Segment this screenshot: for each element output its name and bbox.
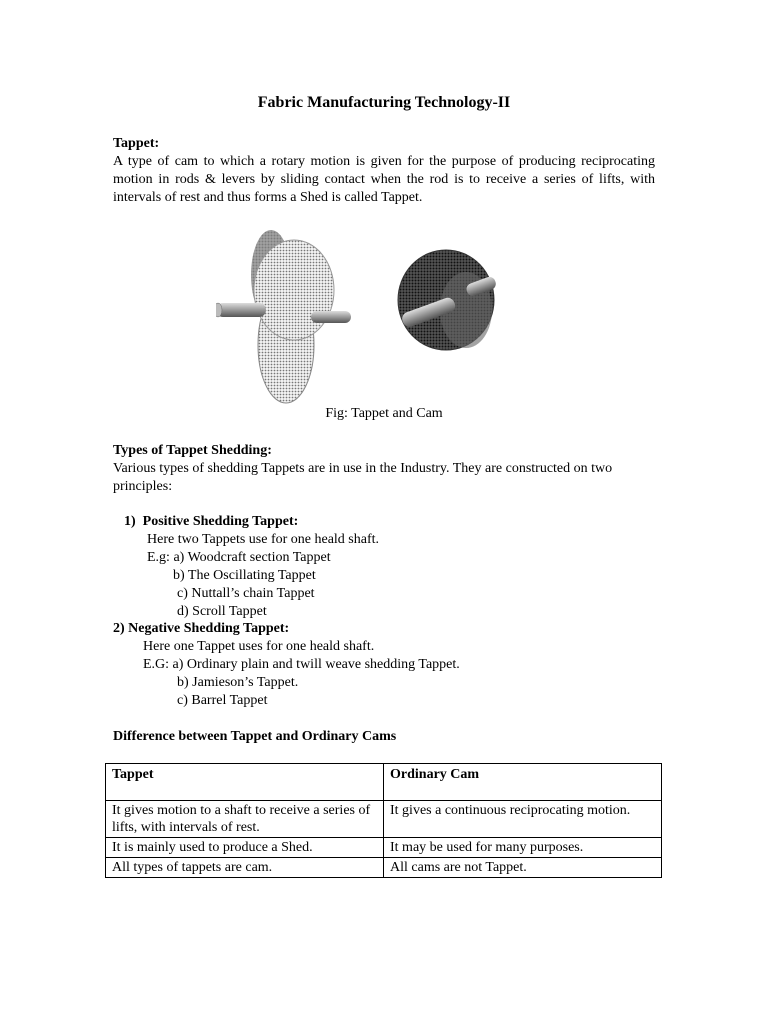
comparison-table: [105, 763, 662, 878]
cam-shape: [398, 250, 497, 350]
tappet-definition: A type of cam to which a rotary motion is given for the purpose of producing reciprocating motion in rods & levers by sliding contact when the rod is to receive a series of lifts, with intervals of rest and thus forms a Shed is called Tappet.: [113, 154, 655, 205]
page-title: Fabric Manufacturing Technology-II: [257, 94, 511, 111]
positive-item: E.g: a) Woodcraft section Tappet: [147, 550, 331, 565]
positive-item: c) Nuttall’s chain Tappet: [177, 586, 315, 601]
table-header-cell: Tappet: [106, 764, 384, 801]
table-row: [106, 858, 662, 878]
difference-heading: Difference between Tappet and Ordinary Cams: [113, 729, 397, 744]
positive-item: b) The Oscillating Tappet: [173, 568, 316, 583]
negative-item: E.G: a) Ordinary plain and twill weave shedding Tappet.: [143, 657, 460, 672]
positive-item: d) Scroll Tappet: [177, 604, 267, 619]
positive-desc: Here two Tappets use for one heald shaft.: [147, 532, 380, 547]
table-cell: All types of tappets are cam.: [106, 858, 384, 878]
figure-caption: Fig: Tappet and Cam: [325, 406, 443, 421]
negative-item: b) Jamieson’s Tappet.: [177, 675, 299, 690]
tappet-cam-figure: [216, 225, 501, 405]
tappet-heading: Tappet:: [113, 136, 160, 151]
types-intro: Various types of shedding Tappets are in use in the Industry. They are constructed on two principles:: [113, 461, 613, 494]
negative-heading: 2) Negative Shedding Tappet:: [113, 621, 290, 636]
table-row: [106, 801, 662, 838]
negative-desc: Here one Tappet uses for one heald shaft.: [143, 639, 375, 654]
types-heading: Types of Tappet Shedding:: [113, 443, 272, 458]
table-cell: It is mainly used to produce a Shed.: [106, 838, 384, 858]
positive-heading: 1) Positive Shedding Tappet:: [124, 514, 299, 529]
tappet-shape: [216, 230, 351, 403]
negative-item: c) Barrel Tappet: [177, 693, 268, 708]
table-header-cell: Ordinary Cam: [384, 764, 662, 801]
table-header-row: [106, 764, 662, 801]
table-cell: It may be used for many purposes.: [384, 838, 662, 858]
tappet-and-cam-illustration: [216, 225, 501, 405]
table-cell: It gives a continuous reciprocating motion.: [384, 801, 662, 838]
table-row: [106, 838, 662, 858]
table-cell: It gives motion to a shaft to receive a series of lifts, with intervals of rest.: [106, 801, 384, 838]
table-cell: All cams are not Tappet.: [384, 858, 662, 878]
